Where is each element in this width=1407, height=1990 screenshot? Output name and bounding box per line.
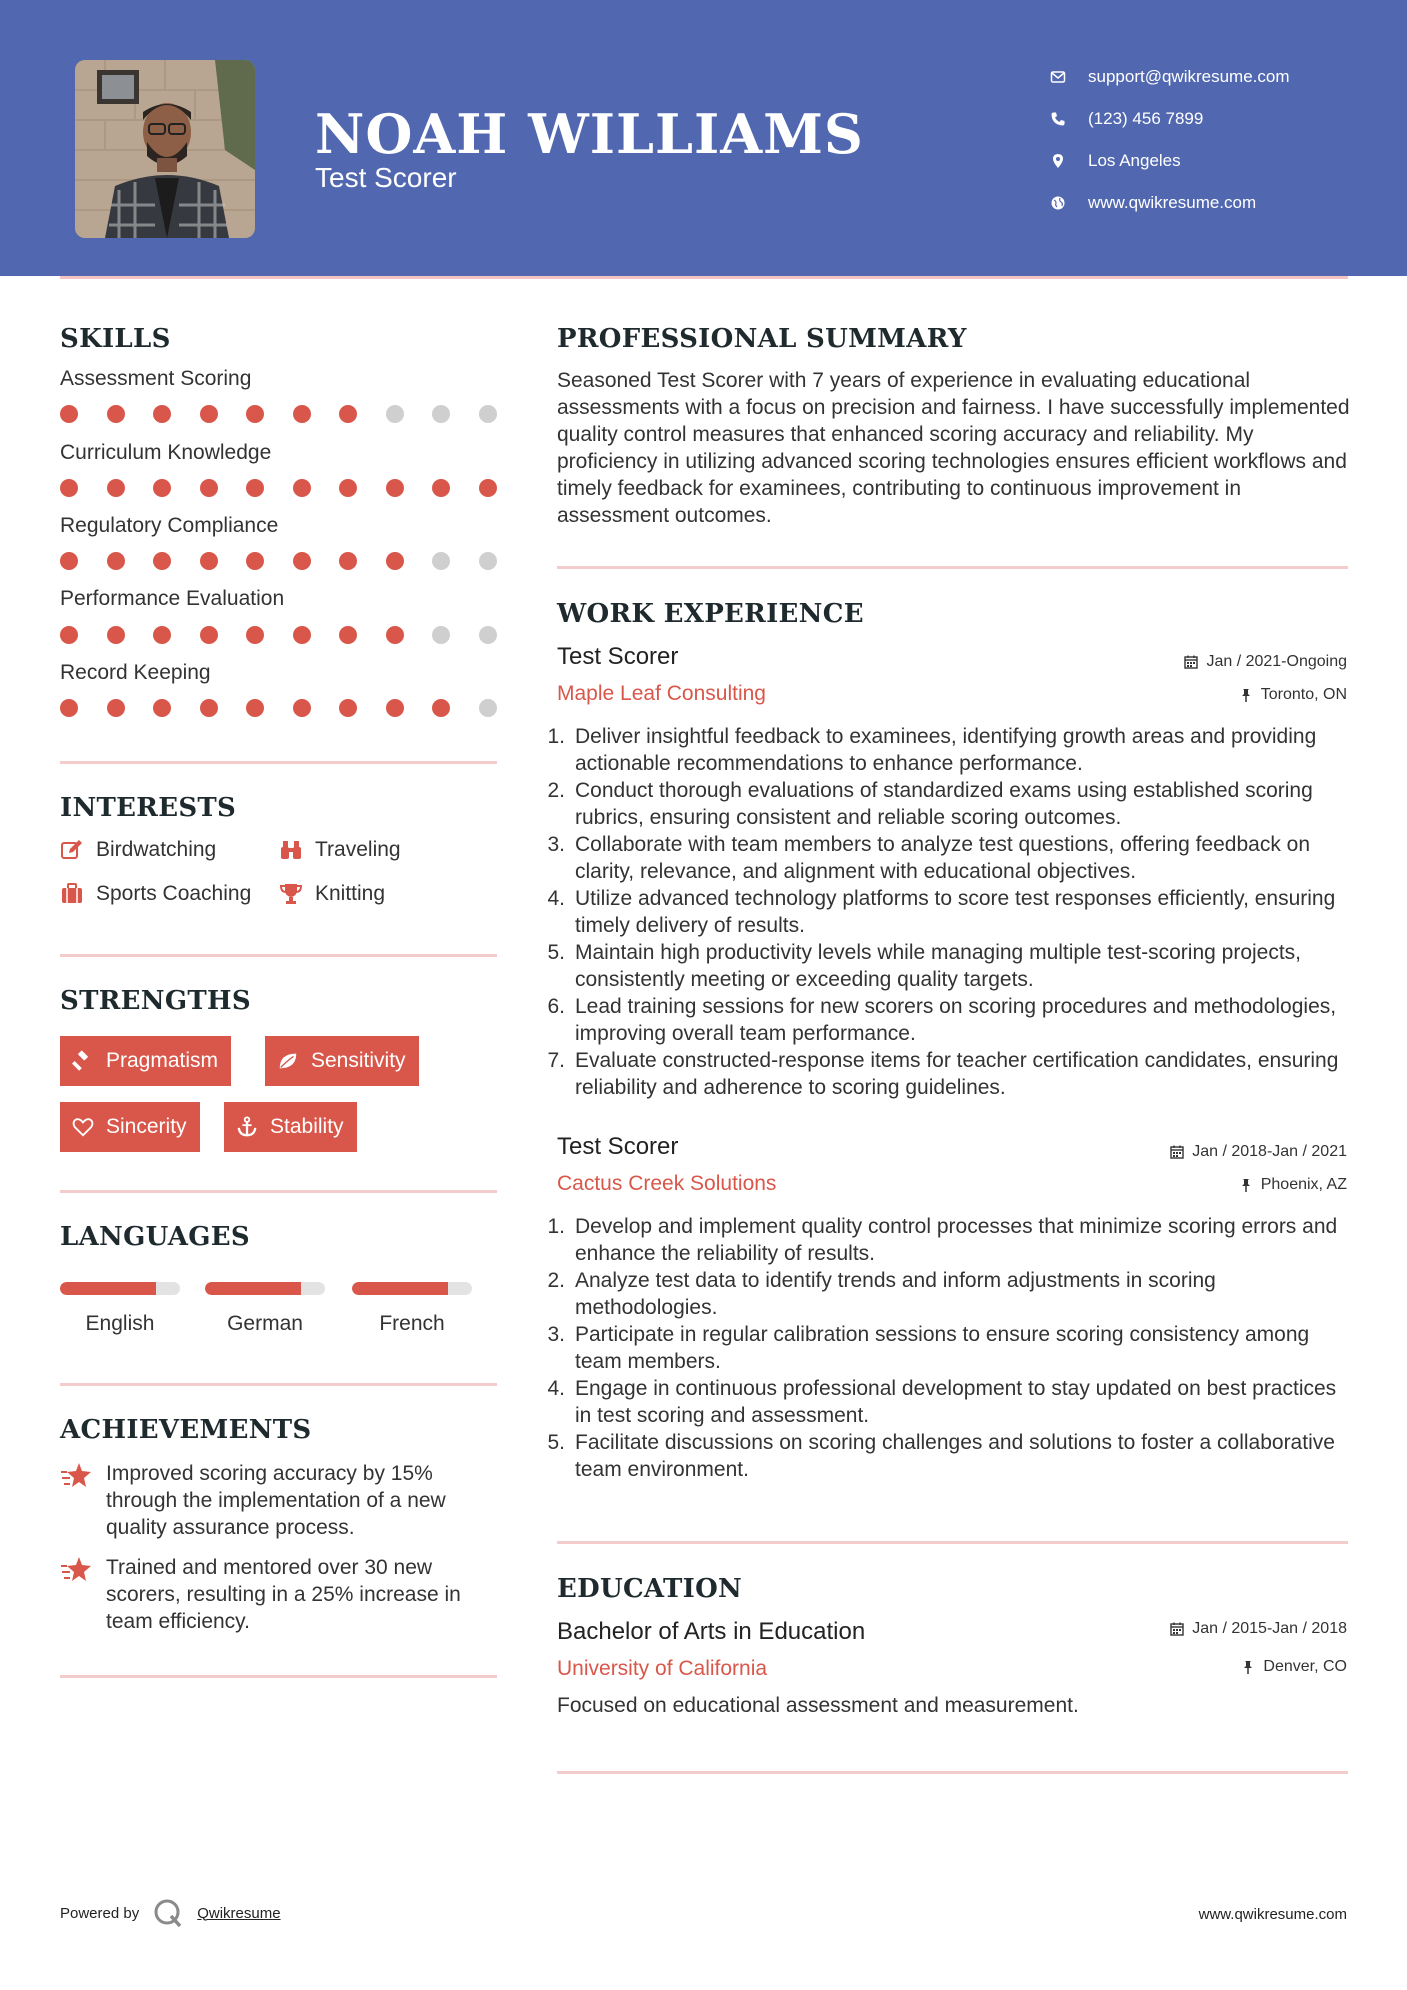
achievement-item — [60, 1460, 500, 1541]
experience-heading: WORK EXPERIENCE — [557, 599, 864, 629]
job-duty-item — [547, 939, 1357, 993]
rating-dot-filled — [293, 405, 311, 423]
language-bar — [205, 1282, 325, 1295]
skill-name: Assessment Scoring — [60, 367, 252, 390]
job-dates — [1170, 1143, 1347, 1161]
summary-heading: PROFESSIONAL SUMMARY — [557, 324, 967, 354]
job-location-text: Toronto, ON — [1260, 686, 1347, 703]
rating-dot-filled — [293, 479, 311, 497]
language-bar — [352, 1282, 472, 1295]
job-location-text: Phoenix, AZ — [1260, 1176, 1347, 1193]
rating-dot-filled — [153, 699, 171, 717]
section-divider — [60, 1675, 497, 1678]
profile-photo — [75, 60, 255, 238]
rating-dot-filled — [246, 479, 264, 497]
briefcase-icon — [60, 882, 84, 906]
language-bar — [60, 1282, 180, 1295]
rating-dot-filled — [153, 552, 171, 570]
language-bar-fill — [60, 1282, 156, 1295]
achievement-text: Improved scoring accuracy by 15% through the implementation of a new quality assurance process. — [106, 1462, 446, 1539]
globe-icon — [1050, 195, 1066, 211]
rating-dot-filled — [479, 479, 497, 497]
section-divider — [557, 1771, 1348, 1774]
heart-icon — [72, 1116, 94, 1138]
job-duty-item — [547, 1321, 1357, 1375]
job-duty-text: Participate in regular calibration sessions to ensure scoring consistency among team members. — [575, 1323, 1310, 1373]
rating-dot-empty — [432, 552, 450, 570]
languages-heading: LANGUAGES — [60, 1222, 250, 1252]
job-duty-item — [547, 723, 1357, 777]
rating-dot-filled — [246, 699, 264, 717]
pushpin-icon — [1239, 1178, 1253, 1192]
rating-dot-filled — [200, 479, 218, 497]
phone-text: (123) 456 7899 — [1088, 109, 1204, 128]
interest-item — [60, 838, 216, 862]
job-dates-text: Jan / 2018-Jan / 2021 — [1192, 1143, 1347, 1160]
skill-rating — [60, 479, 525, 497]
calendar-icon — [1170, 1145, 1184, 1159]
skill-rating — [60, 405, 525, 423]
job-duty-text: Deliver insightful feedback to examinees, identifying growth areas and providing actionable recommendations to enhance performance. — [575, 725, 1317, 775]
interests-heading: INTERESTS — [60, 793, 237, 823]
job-duty-item — [547, 1375, 1357, 1429]
header — [0, 0, 1407, 276]
section-divider — [557, 1541, 1348, 1544]
strength-label: Pragmatism — [106, 1049, 219, 1072]
person-photo-illustration — [75, 60, 255, 238]
job-duty-text: Develop and implement quality control processes that minimize scoring errors and enhance the reliability of results. — [575, 1215, 1338, 1265]
rating-dot-filled — [246, 405, 264, 423]
skill-rating — [60, 552, 525, 570]
job-duty-text: Conduct thorough evaluations of standardized exams using established scoring rubrics, ensuring consistent and reliable scoring outcomes. — [575, 779, 1313, 829]
skill-rating — [60, 699, 525, 717]
rating-dot-filled — [200, 699, 218, 717]
strengths-heading: STRENGTHS — [60, 986, 251, 1016]
education-heading: EDUCATION — [557, 1574, 743, 1604]
list-number: 1. — [547, 725, 565, 748]
header-divider — [60, 276, 1348, 279]
rating-dot-filled — [432, 479, 450, 497]
job-duties-list — [547, 723, 1357, 1101]
list-number: 5. — [547, 941, 565, 964]
school-name: University of California — [557, 1657, 768, 1680]
skill-rating — [60, 626, 525, 644]
skill-name: Curriculum Knowledge — [60, 441, 272, 464]
job-location — [1239, 1176, 1347, 1194]
job-duty-text: Engage in continuous professional development to stay updated on best practices in test scoring and assessment. — [575, 1377, 1337, 1427]
rating-dot-filled — [386, 699, 404, 717]
job-title: Test Scorer — [557, 643, 679, 670]
job-location — [1239, 686, 1347, 704]
footer-powered-by — [60, 1898, 281, 1928]
rating-dot-empty — [386, 405, 404, 423]
interest-label: Traveling — [315, 838, 401, 861]
job-duty-text: Analyze test data to identify trends and inform adjustments in scoring methodologies. — [575, 1269, 1216, 1319]
strength-badge — [224, 1102, 357, 1152]
strength-badge — [265, 1036, 419, 1086]
binoculars-icon — [279, 838, 303, 862]
rating-dot-filled — [339, 479, 357, 497]
job-duty-text: Evaluate constructed-response items for teacher certification candidates, ensuring reliability and adherence to scoring guidelines. — [575, 1049, 1339, 1099]
rating-dot-filled — [339, 405, 357, 423]
rating-dot-filled — [293, 552, 311, 570]
language-bar-fill — [205, 1282, 301, 1295]
contact-phone[interactable] — [1050, 98, 1290, 140]
job-duty-item — [547, 885, 1357, 939]
leaf-icon — [277, 1050, 299, 1072]
interest-label: Birdwatching — [96, 838, 217, 861]
job-duty-text: Collaborate with team members to analyze test questions, offering feedback on clarity, relevance, and alignment with educational objectives. — [575, 833, 1311, 883]
list-number: 2. — [547, 1269, 565, 1292]
rating-dot-filled — [386, 479, 404, 497]
rating-dot-filled — [339, 552, 357, 570]
education-dates-text: Jan / 2015-Jan / 2018 — [1192, 1620, 1347, 1637]
job-duty-item — [547, 1047, 1357, 1101]
list-number: 4. — [547, 1377, 565, 1400]
skill-name: Regulatory Compliance — [60, 514, 279, 537]
achievement-text: Trained and mentored over 30 new scorers, resulting in a 25% increase in team efficiency. — [106, 1556, 461, 1633]
rating-dot-filled — [293, 699, 311, 717]
rating-dot-filled — [107, 405, 125, 423]
rating-dot-filled — [386, 552, 404, 570]
education-location — [1241, 1658, 1347, 1676]
interest-item — [60, 882, 251, 906]
education-description: Focused on educational assessment and measurement. — [557, 1694, 1079, 1717]
list-number: 6. — [547, 995, 565, 1018]
rating-dot-filled — [107, 552, 125, 570]
star-badge-icon — [60, 1554, 92, 1586]
star-badge-icon — [60, 1460, 92, 1492]
rating-dot-filled — [60, 479, 78, 497]
language-name: English — [85, 1312, 155, 1335]
rating-dot-empty — [432, 626, 450, 644]
rating-dot-filled — [200, 626, 218, 644]
email-text: support@qwikresume.com — [1088, 67, 1290, 86]
strength-badge — [60, 1036, 231, 1086]
phone-icon — [1050, 111, 1066, 127]
job-duty-text: Facilitate discussions on scoring challenges and solutions to foster a collaborative team environment. — [575, 1431, 1335, 1481]
job-duty-item — [547, 1429, 1357, 1483]
rating-dot-filled — [107, 479, 125, 497]
rating-dot-filled — [200, 552, 218, 570]
rating-dot-empty — [479, 552, 497, 570]
list-number: 3. — [547, 833, 565, 856]
pencil-square-icon — [60, 838, 84, 862]
pushpin-icon — [1239, 688, 1253, 702]
section-divider — [557, 566, 1348, 569]
location-text: Los Angeles — [1088, 151, 1181, 170]
list-number: 4. — [547, 887, 565, 910]
skills-heading: SKILLS — [60, 324, 171, 354]
interest-item — [279, 838, 401, 862]
rating-dot-filled — [60, 626, 78, 644]
website-text: www.qwikresume.com — [1088, 193, 1257, 212]
job-dates — [1184, 653, 1347, 671]
section-divider — [60, 1383, 497, 1386]
rating-dot-filled — [293, 626, 311, 644]
qwikresume-logo-icon — [153, 1898, 183, 1928]
rating-dot-filled — [60, 405, 78, 423]
rating-dot-filled — [339, 626, 357, 644]
contact-info — [1050, 56, 1290, 224]
job-duty-text: Lead training sessions for new scorers on scoring procedures and methodologies, improving overall team performance. — [575, 995, 1337, 1045]
map-pin-icon — [1050, 153, 1066, 169]
rating-dot-empty — [479, 626, 497, 644]
section-divider — [60, 954, 497, 957]
language-name: French — [379, 1312, 445, 1335]
footer-website[interactable]: www.qwikresume.com — [1198, 1906, 1347, 1923]
rating-dot-empty — [479, 699, 497, 717]
job-duties-list — [547, 1213, 1357, 1483]
gavel-icon — [72, 1050, 94, 1072]
rating-dot-filled — [153, 626, 171, 644]
achievements-heading: ACHIEVEMENTS — [60, 1415, 312, 1445]
skill-name: Performance Evaluation — [60, 587, 285, 610]
rating-dot-filled — [339, 699, 357, 717]
strength-label: Sensitivity — [311, 1049, 406, 1072]
contact-location — [1050, 140, 1290, 182]
section-divider — [60, 1190, 497, 1193]
list-number: 2. — [547, 779, 565, 802]
qwikresume-link[interactable]: Qwikresume — [197, 1904, 281, 1922]
strength-label: Stability — [270, 1115, 344, 1138]
achievement-item — [60, 1554, 500, 1635]
company-name: Cactus Creek Solutions — [557, 1172, 777, 1195]
contact-website[interactable] — [1050, 182, 1290, 224]
interest-label: Sports Coaching — [96, 882, 252, 905]
company-name: Maple Leaf Consulting — [557, 682, 766, 705]
skill-name: Record Keeping — [60, 661, 211, 684]
rating-dot-filled — [60, 699, 78, 717]
anchor-icon — [236, 1116, 258, 1138]
rating-dot-empty — [432, 405, 450, 423]
calendar-icon — [1170, 1622, 1184, 1636]
envelope-icon — [1050, 69, 1066, 85]
strength-label: Sincerity — [106, 1115, 187, 1138]
rating-dot-filled — [60, 552, 78, 570]
candidate-name: NOAH WILLIAMS — [315, 102, 864, 166]
job-duty-item — [547, 777, 1357, 831]
job-dates-text: Jan / 2021-Ongoing — [1206, 653, 1347, 670]
job-duty-text: Maintain high productivity levels while managing multiple test-scoring projects, consistently meeting or exceeding quality targets. — [575, 941, 1302, 991]
summary-text: Seasoned Test Scorer with 7 years of experience in evaluating educational assessments with a focus on precision and fairness. I have successfully implemented quality control measures that enhanced scoring accuracy and reliability. My proficiency in utilizing advanced scoring technologies ensures efficient workflows and timely feedback for examinees, contributing to continuous improvement in assessment outcomes. — [557, 369, 1350, 527]
language-bar-fill — [352, 1282, 448, 1295]
job-title: Test Scorer — [557, 1133, 679, 1160]
rating-dot-filled — [153, 479, 171, 497]
candidate-title: Test Scorer — [315, 162, 457, 193]
rating-dot-empty — [479, 405, 497, 423]
degree-title: Bachelor of Arts in Education — [557, 1618, 866, 1645]
job-duty-item — [547, 831, 1357, 885]
list-number: 3. — [547, 1323, 565, 1346]
interest-item — [279, 882, 385, 906]
section-divider — [60, 761, 497, 764]
powered-by-text: Powered by — [60, 1904, 140, 1922]
list-number: 1. — [547, 1215, 565, 1238]
job-duty-item — [547, 993, 1357, 1047]
pushpin-icon — [1241, 1660, 1255, 1674]
rating-dot-filled — [386, 626, 404, 644]
list-number: 7. — [547, 1049, 565, 1072]
education-dates — [1170, 1620, 1347, 1638]
interest-label: Knitting — [315, 882, 386, 905]
contact-email[interactable] — [1050, 56, 1290, 98]
rating-dot-filled — [246, 626, 264, 644]
rating-dot-filled — [153, 405, 171, 423]
education-location-text: Denver, CO — [1263, 1658, 1347, 1675]
strength-badge — [60, 1102, 200, 1152]
rating-dot-filled — [107, 699, 125, 717]
rating-dot-filled — [246, 552, 264, 570]
rating-dot-filled — [107, 626, 125, 644]
language-name: German — [227, 1312, 303, 1335]
job-duty-item — [547, 1213, 1357, 1267]
calendar-icon — [1184, 655, 1198, 669]
rating-dot-filled — [432, 699, 450, 717]
job-duty-text: Utilize advanced technology platforms to score test responses efficiently, ensuring timely delivery of results. — [575, 887, 1336, 937]
job-duty-item — [547, 1267, 1357, 1321]
rating-dot-filled — [200, 405, 218, 423]
trophy-icon — [279, 882, 303, 906]
list-number: 5. — [547, 1431, 565, 1454]
